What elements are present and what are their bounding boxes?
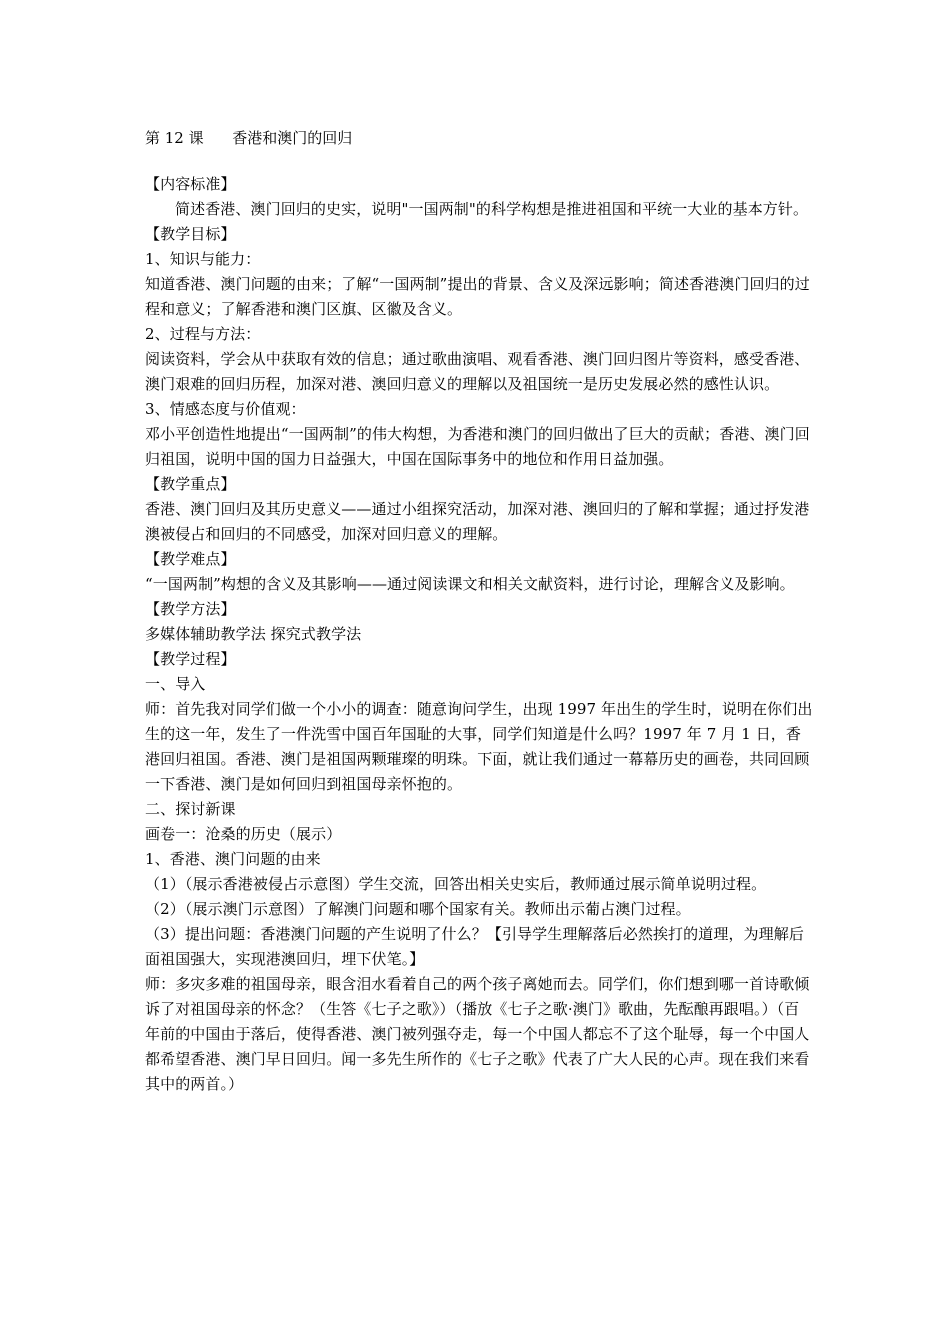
paragraph: 【教学过程】: [145, 650, 236, 668]
lesson-title: 第 12 课 香港和澳门的回归: [145, 129, 353, 147]
paragraph: （2）（展示澳门示意图）了解澳门问题和哪个国家有关。教师出示葡占澳门过程。: [145, 900, 691, 918]
paragraph: 【教学难点】: [145, 550, 236, 568]
paragraph: 一、导入: [145, 675, 206, 693]
document-page: [145, 126, 813, 1097]
paragraph: 多媒体辅助教学法 探究式教学法: [145, 625, 362, 643]
paragraph: 简述香港、澳门回归的史实，说明"一国两制"的科学构想是推进祖国和平统一大业的基本方针。: [175, 200, 809, 218]
paragraph: “一国两制”构想的含义及其影响——通过阅读课文和相关文献资料，进行讨论，理解含义及影响。: [145, 575, 795, 593]
paragraph: 【教学目标】: [145, 225, 236, 243]
paragraph: 邓小平创造性地提出“一国两制”的伟大构想，为香港和澳门的回归做出了巨大的贡献；香港、澳门回归祖国，说明中国的国力日益强大，中国在国际事务中的地位和作用日益加强。: [145, 425, 810, 468]
paragraph: 2、过程与方法：: [145, 325, 261, 343]
paragraph: 阅读资料，学会从中获取有效的信息；通过歌曲演唱、观看香港、澳门回归图片等资料，感受香港、澳门艰难的回归历程，加深对港、澳回归意义的理解以及祖国统一是历史发展必然的感性认识。: [145, 350, 810, 393]
paragraph: 画卷一：沧桑的历史（展示）: [145, 825, 342, 843]
paragraph: 师：首先我对同学们做一个小小的调查：随意询问学生，出现 1997 年出生的学生时，说明在你们出生的这一年，发生了一件洗雪中国百年国耻的大事，同学们知道是什么吗？1997 年 7 月 1 日，香港回归祖国。香港、澳门是祖国两颗璀璨的明珠。下面，就让我们通过一幕幕历史的画卷，共同回顾一下香港、澳门是如何回归到祖国母亲怀抱的。: [145, 700, 813, 793]
paragraph: 1、知识与能力：: [145, 250, 261, 268]
paragraph: 香港、澳门回归及其历史意义——通过小组探究活动，加深对港、澳回归的了解和掌握；通过抒发港澳被侵占和回归的不同感受，加深对回归意义的理解。: [145, 500, 810, 543]
paragraph: 【教学方法】: [145, 600, 236, 618]
paragraph: 师：多灾多难的祖国母亲，眼含泪水看着自己的两个孩子离她而去。同学们，你们想到哪一首诗歌倾诉了对祖国母亲的怀念？（生答《七子之歌》）（播放《七子之歌·澳门》歌曲，先酝酿再跟唱。）（百年前的中国由于落后，使得香港、澳门被列强夺走，每一个中国人都忘不了这个耻辱，每一个中国人都希望香港、澳门早日回归。闻一多先生所作的《七子之歌》代表了广大人民的心声。现在我们来看其中的两首。）: [145, 975, 810, 1093]
paragraph: 1、香港、澳门问题的由来: [145, 850, 321, 868]
paragraph: 3、情感态度与价值观：: [145, 400, 306, 418]
paragraph: 知道香港、澳门问题的由来；了解“一国两制”提出的背景、含义及深远影响；简述香港澳门回归的过程和意义；了解香港和澳门区旗、区徽及含义。: [145, 275, 810, 318]
paragraph: 【教学重点】: [145, 475, 236, 493]
document-body: [145, 172, 813, 1097]
paragraph: （3）提出问题：香港澳门问题的产生说明了什么？【引导学生理解落后必然挨打的道理，为理解后面祖国强大，实现港澳回归，埋下伏笔。】: [145, 925, 804, 968]
paragraph: （1）（展示香港被侵占示意图）学生交流，回答出相关史实后，教师通过展示简单说明过程。: [145, 875, 767, 893]
paragraph: 二、探讨新课: [145, 800, 236, 818]
paragraph: 【内容标准】: [145, 175, 236, 193]
